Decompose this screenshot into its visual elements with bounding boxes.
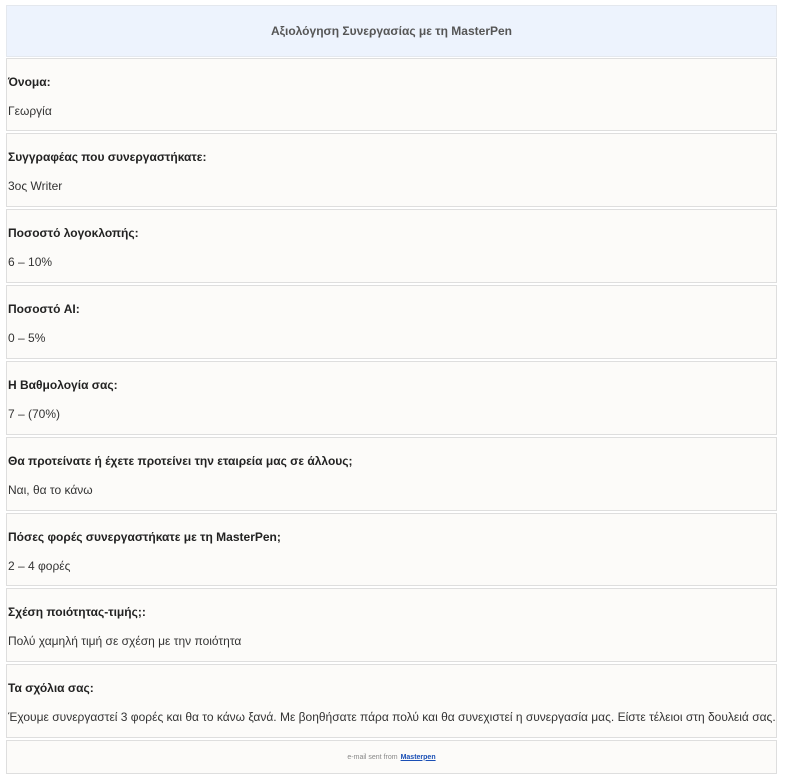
field-comments — [6, 664, 777, 738]
field-label: Πόσες φορές συνεργαστήκατε με τη MasterPen; — [8, 530, 281, 544]
field-value: 2 – 4 φορές — [8, 559, 71, 573]
email-footer — [6, 740, 777, 774]
field-writer — [6, 133, 777, 207]
field-recommend — [6, 437, 777, 511]
field-plagiarism — [6, 209, 777, 283]
field-value: 6 – 10% — [8, 255, 53, 269]
field-ai-percentage — [6, 285, 777, 359]
field-label: Ποσοστό λογοκλοπής: — [8, 226, 139, 240]
field-value: Πολύ χαμηλή τιμή σε σχέση με την ποιότητα — [8, 634, 242, 648]
field-label: Όνομα: — [8, 75, 51, 89]
field-value: 0 – 5% — [8, 331, 46, 345]
footer-text: e-mail sent from — [347, 753, 398, 761]
field-label: Τα σχόλια σας: — [8, 681, 94, 695]
field-value-for-money — [6, 588, 777, 662]
field-value: Έχουμε συνεργαστεί 3 φορές και θα το κάνω ξανά. Με βοηθήσατε πάρα πολύ και θα συνεχιστεί η συνεργασία μας. Είστε τέλειοι στη δουλειά σας. — [8, 710, 776, 724]
field-times-collaborated — [6, 513, 777, 586]
email-header — [6, 5, 777, 57]
field-label: Ποσοστό AI: — [8, 302, 80, 316]
field-rating — [6, 361, 777, 435]
field-label: Θα προτείνατε ή έχετε προτείνει την εταιρεία μας σε άλλους; — [8, 454, 353, 468]
masterpen-link[interactable]: Masterpen — [400, 753, 436, 761]
field-name — [6, 58, 777, 131]
field-value: 3ος Writer — [8, 179, 63, 193]
field-label: Η Βαθμολογία σας: — [8, 378, 118, 392]
field-label: Σχέση ποιότητας-τιμής;: — [8, 605, 146, 619]
page-title: Αξιολόγηση Συνεργασίας με τη MasterPen — [270, 24, 512, 38]
field-value: Γεωργία — [8, 104, 52, 118]
field-label: Συγγραφέας που συνεργαστήκατε: — [8, 150, 207, 164]
field-value: 7 – (70%) — [8, 407, 61, 421]
field-value: Ναι, θα το κάνω — [8, 483, 93, 497]
